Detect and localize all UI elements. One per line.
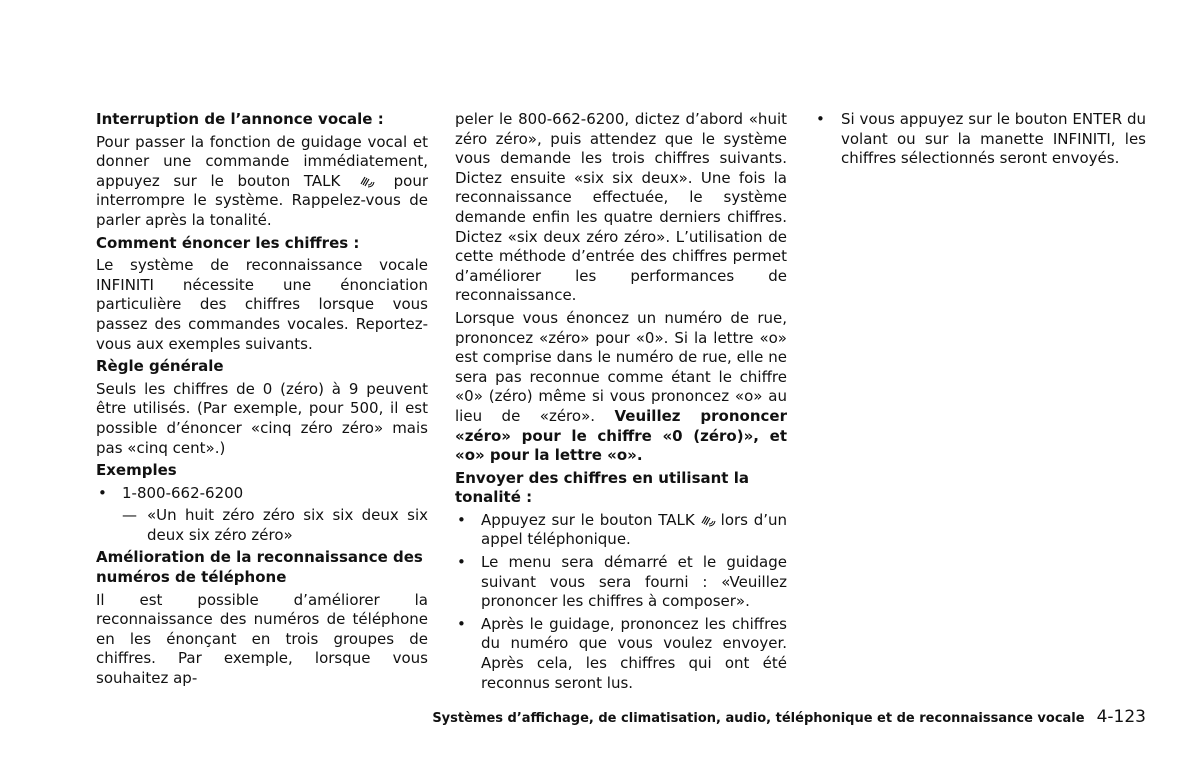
list-item [455, 615, 787, 693]
tonalite-list [455, 511, 787, 693]
bold-text: Veuillez prononcer «zéro» pour le chiffre «0 (zéro)», et «o» pour la lettre «o». [455, 406, 787, 465]
text: Appuyez sur le bouton TALK [481, 510, 695, 529]
text: Après le guidage, prononcez les chiffres du numéro que vous voulez envoyer. Après cela, les chiffres qui ont été reconnus seront lus. [481, 614, 787, 692]
sub-item [96, 506, 428, 545]
text: Si vous appuyez sur le bouton ENTER du volant ou sur la manette INFINITI, les chiffres sélectionnés seront envoyés. [841, 110, 1146, 168]
list-item [455, 511, 787, 550]
heading-enoncer: Comment énoncer les chiffres : [96, 233, 360, 252]
paragraph-interruption [96, 133, 428, 231]
list-item [96, 484, 428, 504]
enter-list [814, 110, 1146, 169]
paragraph-regle: Seuls les chiffres de 0 (zéro) à 9 peuvent être utilisés. (Par exemple, pour 500, il est possible d’énoncer «cinq zéro zéro» mais pas «cinq cent».) [96, 379, 428, 457]
heading-amelioration: Amélioration de la reconnaissance des numéros de téléphone [96, 548, 423, 587]
heading-exemples: Exemples [96, 461, 177, 480]
bullet: • [816, 110, 825, 128]
text: 1-800-662-6200 [122, 483, 244, 502]
list-item [814, 110, 1146, 169]
column-right [814, 110, 1146, 172]
footer-title: Systèmes d’affichage, de climatisation, audio, téléphonique et de reconnaissance vocale [432, 711, 1085, 726]
paragraph-continuation: peler le 800-662-6200, dictez d’abord «huit zéro zéro», puis attendez que le système vous demande les trois chiffres suivants. Dictez ensuite «six six deux». Une fois la reconnaissance effectuée, le système demande enfin les quatre derniers chiffres. Dictez «six deux zéro zéro». L’utilisation de cette méthode d’entrée des chiffres permet d’améliorer les performances de reconnaissance. [455, 110, 787, 305]
heading-regle: Règle générale [96, 357, 224, 376]
paragraph-rue [455, 309, 787, 466]
page-footer [0, 707, 1146, 727]
text: Le menu sera démarré et le guidage suivant vous sera fourni : «Veuillez prononcer les chiffres à composer». [481, 553, 787, 611]
list-item [455, 553, 787, 612]
heading-interruption: Interruption de l’annonce vocale : [96, 110, 384, 128]
example-list [96, 484, 428, 504]
text: Pour passer la fonction de guidage vocal et donner une commande immédiatement, appuyez sur le bouton TALK [96, 132, 428, 190]
paragraph-amelioration: Il est possible d’améliorer la reconnaissance des numéros de téléphone en les énonçant en trois groupes de chiffres. Par exemple, lorsque vous souhaitez ap- [96, 590, 428, 688]
page-number: 4-123 [1096, 707, 1146, 727]
text: pour interrompre le système. Rappelez-vous de parler après la tonalité. [96, 171, 428, 229]
talk-voice-icon [699, 512, 717, 528]
column-middle [455, 110, 787, 696]
text: «Un huit zéro zéro six six deux six deux six zéro zéro» [147, 506, 428, 544]
bullet: • [457, 510, 466, 529]
column-left [96, 110, 428, 692]
dash: — [122, 506, 137, 525]
talk-voice-icon [358, 173, 376, 189]
paragraph-enoncer: Le système de reconnaissance vocale INFINITI nécessite une énonciation particulière des chiffres lorsque vous passez des commandes vocales. Reportez-vous aux exemples suivants. [96, 256, 428, 353]
bullet: • [98, 483, 107, 502]
heading-tonalite: Envoyer des chiffres en utilisant la tonalité : [455, 468, 749, 507]
text: Lorsque vous énoncez un numéro de rue, prononcez «zéro» pour «0». Si la lettre «o» est comprise dans le numéro de rue, elle ne sera pas reconnue comme étant le chiffre «0» (zéro) même si vous prononcez «o» au lieu de «zéro». [455, 308, 787, 425]
bullet: • [457, 553, 466, 572]
bullet: • [457, 614, 466, 633]
text: lors d’un appel téléphonique. [481, 510, 787, 549]
